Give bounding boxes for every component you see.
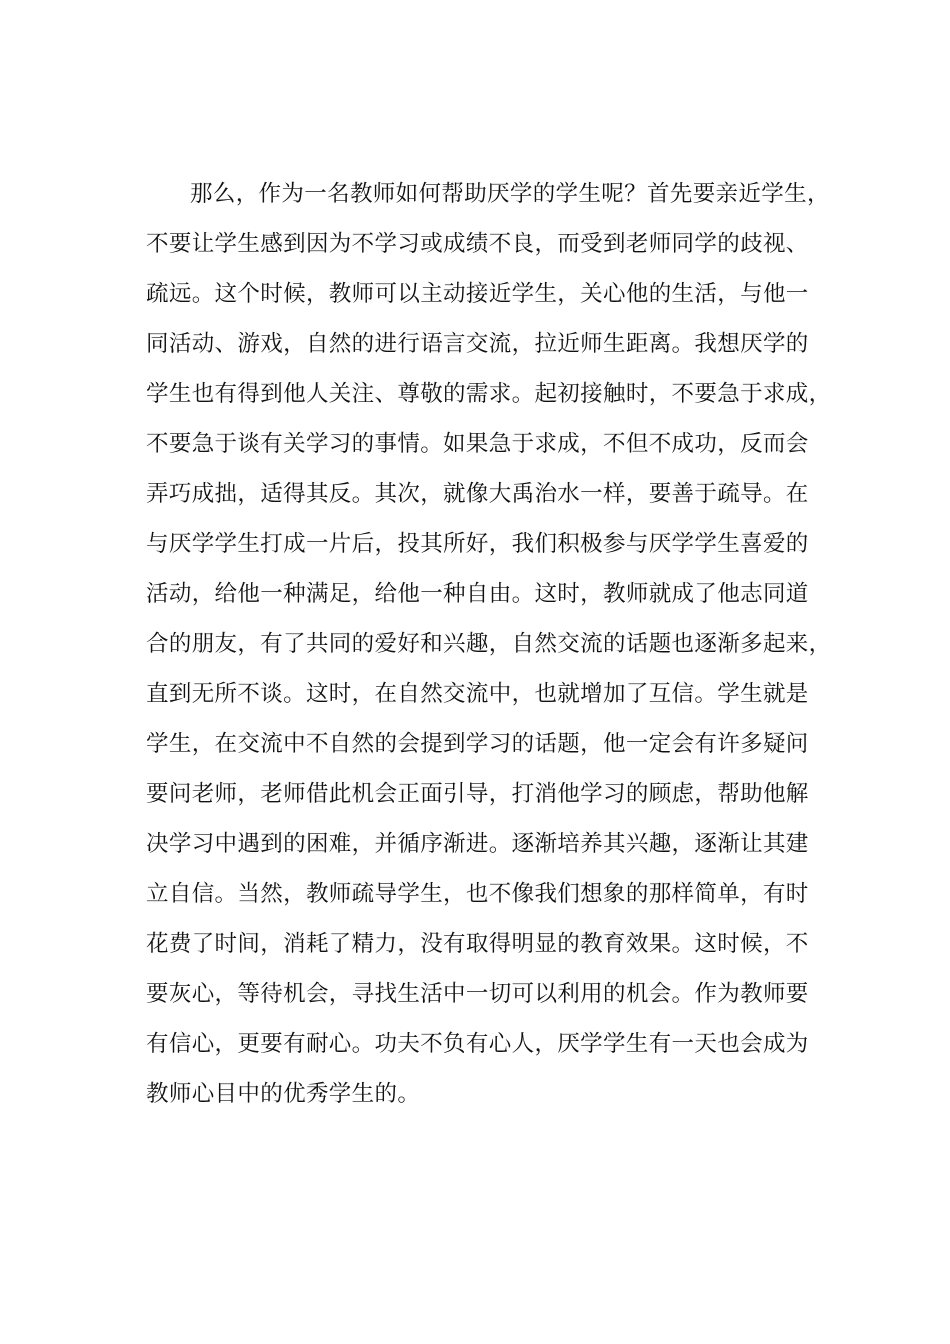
paragraph-line: 学生，在交流中不自然的会提到学习的话题，他一定会有许多疑问	[146, 731, 809, 757]
paragraph-line: 同活动、游戏，自然的进行语言交流，拉近师生距离。我想厌学的	[146, 331, 809, 357]
paragraph-line: 决学习中遇到的困难，并循序渐进。逐渐培养其兴趣，逐渐让其建	[146, 831, 809, 857]
paragraph-line: 不要让学生感到因为不学习或成绩不良，而受到老师同学的歧视、	[146, 231, 809, 257]
paragraph-line: 活动，给他一种满足，给他一种自由。这时，教师就成了他志同道	[146, 581, 809, 607]
paragraph-line: 那么，作为一名教师如何帮助厌学的学生呢？首先要亲近学生，	[190, 181, 830, 207]
paragraph-line: 疏远。这个时候，教师可以主动接近学生，关心他的生活，与他一	[146, 281, 809, 307]
paragraph-line: 直到无所不谈。这时，在自然交流中，也就增加了互信。学生就是	[146, 681, 809, 707]
paragraph-line: 弄巧成拙，适得其反。其次，就像大禹治水一样，要善于疏导。在	[146, 481, 809, 507]
paragraph-line: 教师心目中的优秀学生的。	[146, 1081, 421, 1107]
paragraph-line: 有信心，更要有耐心。功夫不负有心人，厌学学生有一天也会成为	[146, 1031, 809, 1057]
paragraph-line: 不要急于谈有关学习的事情。如果急于求成，不但不成功，反而会	[146, 431, 809, 457]
paragraph-line: 要问老师，老师借此机会正面引导，打消他学习的顾虑，帮助他解	[146, 781, 809, 807]
paragraph-line: 立自信。当然，教师疏导学生，也不像我们想象的那样简单，有时	[146, 881, 809, 907]
paragraph-line: 花费了时间，消耗了精力，没有取得明显的教育效果。这时候，不	[146, 931, 809, 957]
paragraph-line: 合的朋友，有了共同的爱好和兴趣，自然交流的话题也逐渐多起来，	[146, 631, 832, 657]
paragraph-line: 要灰心，等待机会，寻找生活中一切可以利用的机会。作为教师要	[146, 981, 809, 1007]
paragraph-line: 与厌学学生打成一片后，投其所好，我们积极参与厌学学生喜爱的	[146, 531, 809, 557]
paragraph-line: 学生也有得到他人关注、尊敬的需求。起初接触时，不要急于求成，	[146, 381, 832, 407]
